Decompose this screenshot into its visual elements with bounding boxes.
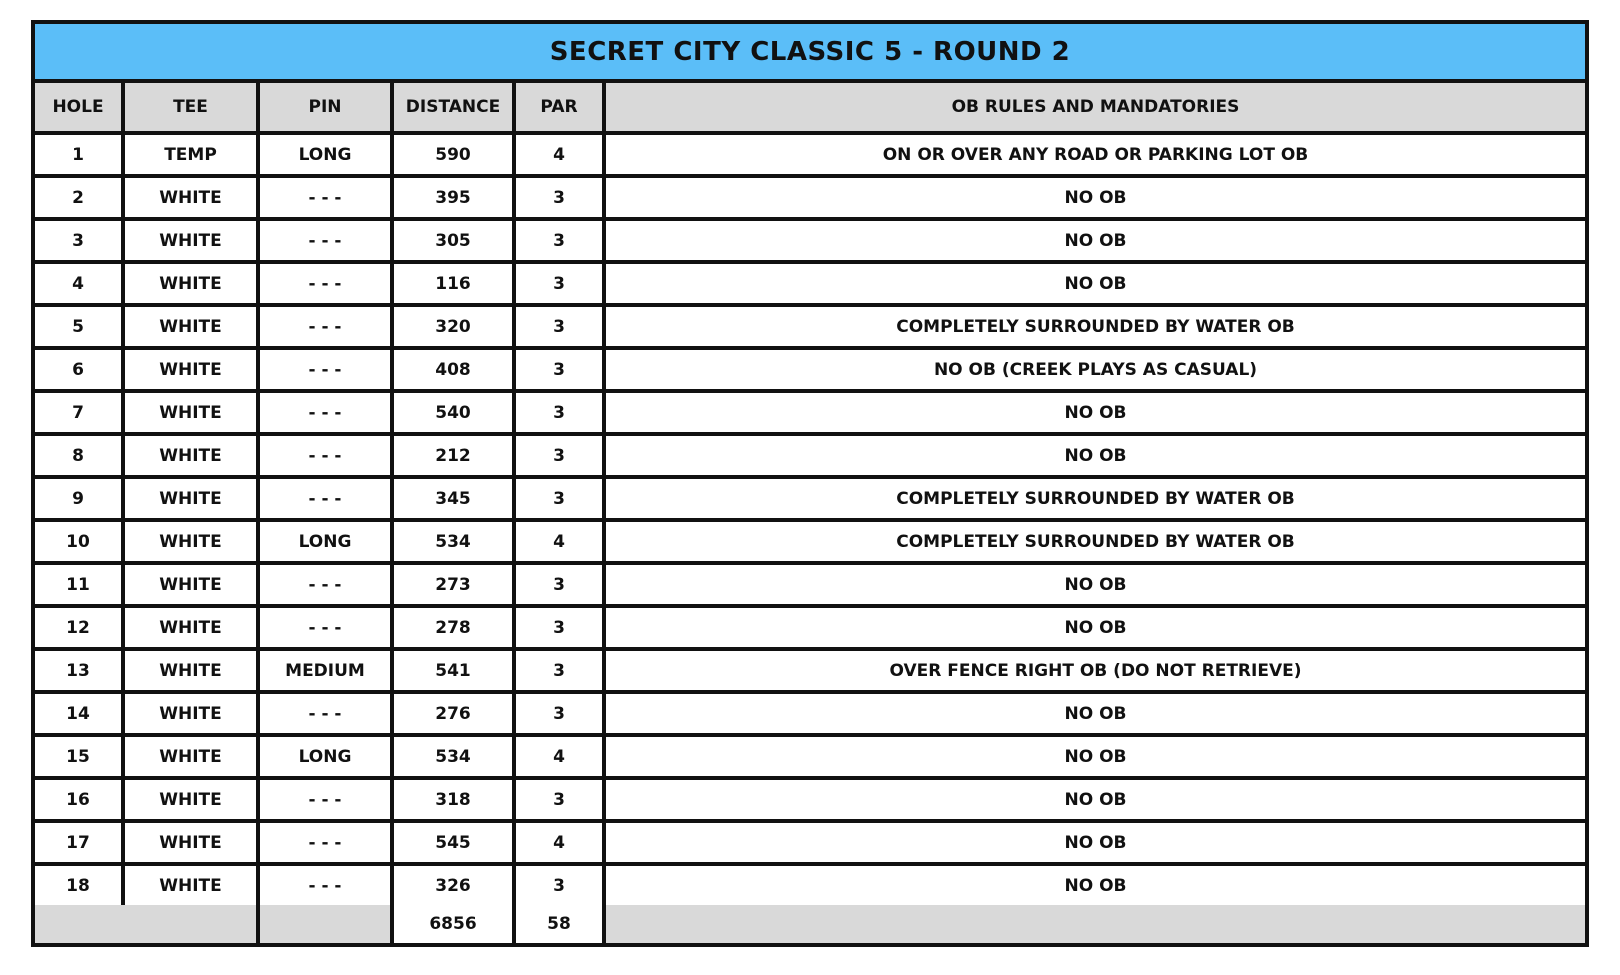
pin-cell: - - - (260, 221, 394, 264)
distance-cell: 273 (394, 565, 516, 608)
table-row (35, 522, 1585, 565)
tee-cell: WHITE (125, 694, 260, 737)
course-sheet (31, 20, 1589, 947)
table-row (35, 393, 1585, 436)
hole-number-cell: 1 (35, 135, 125, 178)
distance-cell: 541 (394, 651, 516, 694)
total-par: 58 (516, 905, 606, 943)
ob-rules-cell: OVER FENCE RIGHT OB (DO NOT RETRIEVE) (606, 651, 1585, 694)
ob-rules-cell: NO OB (606, 393, 1585, 436)
pin-cell: MEDIUM (260, 651, 394, 694)
tee-cell: WHITE (125, 393, 260, 436)
par-cell: 3 (516, 307, 606, 350)
table-row (35, 866, 1585, 905)
hole-number-cell: 18 (35, 866, 125, 905)
hole-number-cell: 6 (35, 350, 125, 393)
distance-cell: 212 (394, 436, 516, 479)
hole-number-cell: 7 (35, 393, 125, 436)
ob-rules-cell: NO OB (606, 866, 1585, 905)
par-cell: 4 (516, 522, 606, 565)
par-cell: 3 (516, 221, 606, 264)
par-cell: 4 (516, 823, 606, 866)
par-cell: 3 (516, 866, 606, 905)
hole-number-cell: 3 (35, 221, 125, 264)
par-cell: 3 (516, 264, 606, 307)
distance-cell: 545 (394, 823, 516, 866)
par-cell: 3 (516, 694, 606, 737)
pin-cell: - - - (260, 436, 394, 479)
distance-cell: 395 (394, 178, 516, 221)
tee-cell: WHITE (125, 350, 260, 393)
header-row (35, 83, 1585, 135)
table-row (35, 565, 1585, 608)
header-pin: PIN (260, 83, 394, 135)
hole-number-cell: 17 (35, 823, 125, 866)
distance-cell: 318 (394, 780, 516, 823)
ob-rules-cell: NO OB (606, 608, 1585, 651)
pin-cell: - - - (260, 178, 394, 221)
tee-cell: WHITE (125, 436, 260, 479)
table-row (35, 350, 1585, 393)
table-row (35, 436, 1585, 479)
ob-rules-cell: NO OB (606, 737, 1585, 780)
header-rules: OB RULES AND MANDATORIES (606, 83, 1585, 135)
sheet-title: SECRET CITY CLASSIC 5 - ROUND 2 (35, 24, 1585, 83)
table-row (35, 307, 1585, 350)
tee-cell: WHITE (125, 307, 260, 350)
table-row (35, 135, 1585, 178)
ob-rules-cell: NO OB (606, 823, 1585, 866)
distance-cell: 326 (394, 866, 516, 905)
hole-number-cell: 5 (35, 307, 125, 350)
tee-cell: WHITE (125, 178, 260, 221)
tee-cell: WHITE (125, 479, 260, 522)
header-distance: DISTANCE (394, 83, 516, 135)
pin-cell: - - - (260, 823, 394, 866)
ob-rules-cell: NO OB (CREEK PLAYS AS CASUAL) (606, 350, 1585, 393)
distance-cell: 116 (394, 264, 516, 307)
hole-number-cell: 2 (35, 178, 125, 221)
table-row (35, 178, 1585, 221)
tee-cell: WHITE (125, 651, 260, 694)
table-row (35, 694, 1585, 737)
distance-cell: 534 (394, 522, 516, 565)
hole-number-cell: 4 (35, 264, 125, 307)
tee-cell: WHITE (125, 866, 260, 905)
ob-rules-cell: COMPLETELY SURROUNDED BY WATER OB (606, 307, 1585, 350)
pin-cell: - - - (260, 565, 394, 608)
pin-cell: - - - (260, 694, 394, 737)
pin-cell: - - - (260, 393, 394, 436)
ob-rules-cell: NO OB (606, 436, 1585, 479)
ob-rules-cell: NO OB (606, 178, 1585, 221)
hole-number-cell: 9 (35, 479, 125, 522)
table-row (35, 264, 1585, 307)
pin-cell: - - - (260, 264, 394, 307)
hole-number-cell: 14 (35, 694, 125, 737)
totals-blank-rules (606, 905, 1585, 943)
header-par: PAR (516, 83, 606, 135)
table-row (35, 737, 1585, 780)
par-cell: 3 (516, 479, 606, 522)
hole-number-cell: 11 (35, 565, 125, 608)
table-row (35, 608, 1585, 651)
par-cell: 3 (516, 393, 606, 436)
totals-blank-left (35, 905, 260, 943)
pin-cell: LONG (260, 522, 394, 565)
total-distance: 6856 (394, 905, 516, 943)
table-row (35, 823, 1585, 866)
par-cell: 3 (516, 608, 606, 651)
ob-rules-cell: COMPLETELY SURROUNDED BY WATER OB (606, 479, 1585, 522)
pin-cell: - - - (260, 608, 394, 651)
distance-cell: 278 (394, 608, 516, 651)
par-cell: 3 (516, 651, 606, 694)
tee-cell: TEMP (125, 135, 260, 178)
ob-rules-cell: NO OB (606, 264, 1585, 307)
pin-cell: - - - (260, 350, 394, 393)
distance-cell: 408 (394, 350, 516, 393)
table-row (35, 651, 1585, 694)
table-row (35, 479, 1585, 522)
ob-rules-cell: ON OR OVER ANY ROAD OR PARKING LOT OB (606, 135, 1585, 178)
hole-number-cell: 13 (35, 651, 125, 694)
ob-rules-cell: NO OB (606, 780, 1585, 823)
hole-number-cell: 16 (35, 780, 125, 823)
pin-cell: - - - (260, 780, 394, 823)
pin-cell: LONG (260, 737, 394, 780)
hole-number-cell: 8 (35, 436, 125, 479)
distance-cell: 276 (394, 694, 516, 737)
tee-cell: WHITE (125, 264, 260, 307)
ob-rules-cell: NO OB (606, 565, 1585, 608)
par-cell: 3 (516, 436, 606, 479)
hole-number-cell: 15 (35, 737, 125, 780)
par-cell: 4 (516, 737, 606, 780)
tee-cell: WHITE (125, 608, 260, 651)
pin-cell: - - - (260, 866, 394, 905)
table-row (35, 780, 1585, 823)
hole-number-cell: 12 (35, 608, 125, 651)
distance-cell: 345 (394, 479, 516, 522)
ob-rules-cell: NO OB (606, 221, 1585, 264)
tee-cell: WHITE (125, 565, 260, 608)
totals-row (35, 905, 1585, 943)
pin-cell: - - - (260, 479, 394, 522)
hole-number-cell: 10 (35, 522, 125, 565)
header-tee: TEE (125, 83, 260, 135)
ob-rules-cell: NO OB (606, 694, 1585, 737)
distance-cell: 540 (394, 393, 516, 436)
tee-cell: WHITE (125, 221, 260, 264)
par-cell: 3 (516, 565, 606, 608)
tee-cell: WHITE (125, 737, 260, 780)
tee-cell: WHITE (125, 823, 260, 866)
par-cell: 4 (516, 135, 606, 178)
tee-cell: WHITE (125, 522, 260, 565)
tee-cell: WHITE (125, 780, 260, 823)
par-cell: 3 (516, 780, 606, 823)
ob-rules-cell: COMPLETELY SURROUNDED BY WATER OB (606, 522, 1585, 565)
pin-cell: LONG (260, 135, 394, 178)
distance-cell: 534 (394, 737, 516, 780)
par-cell: 3 (516, 350, 606, 393)
pin-cell: - - - (260, 307, 394, 350)
table-row (35, 221, 1585, 264)
distance-cell: 305 (394, 221, 516, 264)
hole-table (35, 83, 1585, 943)
distance-cell: 590 (394, 135, 516, 178)
distance-cell: 320 (394, 307, 516, 350)
header-hole: HOLE (35, 83, 125, 135)
totals-blank-pin (260, 905, 394, 943)
par-cell: 3 (516, 178, 606, 221)
